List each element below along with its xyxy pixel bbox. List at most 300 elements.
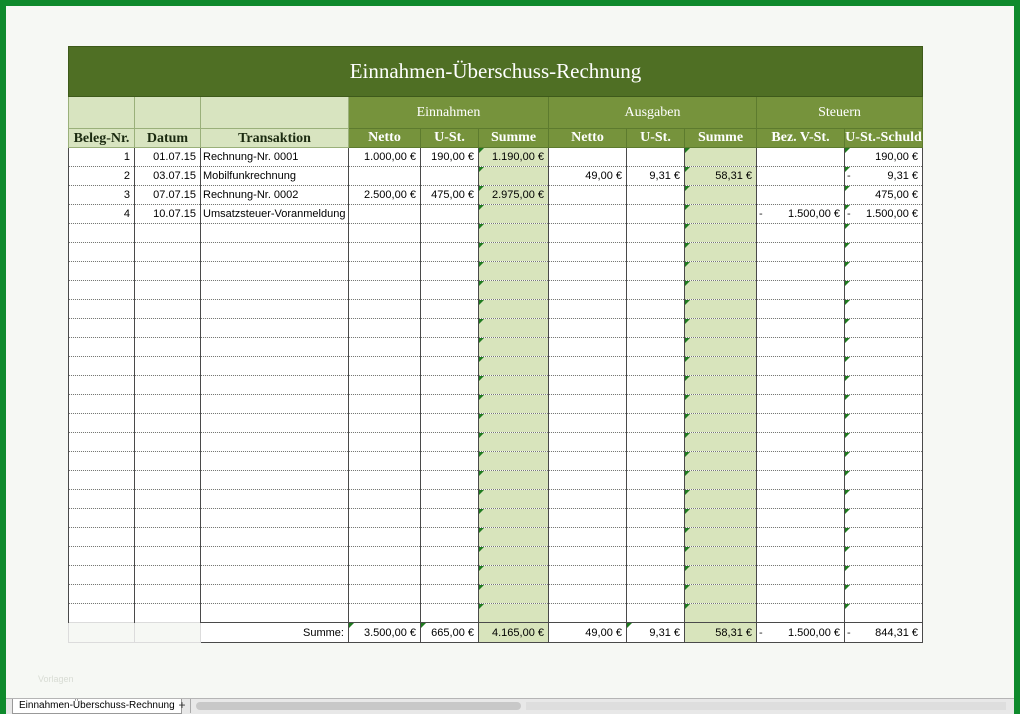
cell-e-summe[interactable] [479, 300, 549, 319]
cell-beleg[interactable] [69, 338, 135, 357]
cell-a-netto[interactable] [549, 585, 627, 604]
cell-datum[interactable] [135, 281, 201, 300]
cell-e-netto[interactable] [349, 262, 421, 281]
cell-a-ust[interactable] [627, 528, 685, 547]
cell-e-ust[interactable]: 475,00 € [421, 186, 479, 205]
cell-transaktion[interactable] [201, 585, 349, 604]
cell-a-netto[interactable] [549, 338, 627, 357]
cell-datum[interactable] [135, 585, 201, 604]
cell-ust-schuld[interactable] [845, 205, 923, 224]
cell-bez-vst[interactable] [757, 224, 845, 243]
cell-beleg[interactable] [69, 471, 135, 490]
cell-bez-vst[interactable] [757, 471, 845, 490]
cell-e-summe[interactable] [479, 357, 549, 376]
cell-e-summe[interactable] [479, 243, 549, 262]
cell-a-netto[interactable] [549, 528, 627, 547]
cell-a-ust[interactable] [627, 319, 685, 338]
cell-a-summe[interactable] [685, 414, 757, 433]
cell-e-netto[interactable] [349, 414, 421, 433]
cell-ust-schuld[interactable] [845, 395, 923, 414]
cell-e-netto[interactable] [349, 471, 421, 490]
cell-transaktion[interactable]: Mobilfunkrechnung [201, 167, 349, 186]
cell-bez-vst[interactable] [757, 281, 845, 300]
header-beleg-nr[interactable]: Beleg-Nr. [69, 129, 135, 148]
cell-a-netto[interactable] [549, 357, 627, 376]
cell-e-summe[interactable] [479, 452, 549, 471]
cell-ust-schuld[interactable] [845, 186, 923, 205]
cell-e-netto[interactable] [349, 224, 421, 243]
cell-a-ust[interactable] [627, 566, 685, 585]
cell-e-ust[interactable] [421, 452, 479, 471]
cell-transaktion[interactable] [201, 300, 349, 319]
cell-a-summe[interactable] [685, 262, 757, 281]
cell-a-ust[interactable] [627, 148, 685, 167]
cell-ust-schuld[interactable] [845, 357, 923, 376]
cell-datum[interactable] [135, 300, 201, 319]
cell-bez-vst[interactable] [757, 604, 845, 623]
cell-beleg[interactable] [69, 319, 135, 338]
total-bez-vst[interactable] [757, 623, 845, 643]
cell-a-netto[interactable] [549, 186, 627, 205]
cell-datum[interactable] [135, 243, 201, 262]
cell-beleg[interactable] [69, 490, 135, 509]
cell-a-summe[interactable] [685, 528, 757, 547]
cell-beleg[interactable] [69, 395, 135, 414]
cell-a-ust[interactable] [627, 281, 685, 300]
header-einnahmen-ust[interactable]: U-St. [421, 129, 479, 148]
cell-ust-schuld[interactable] [845, 566, 923, 585]
cell-a-netto[interactable] [549, 224, 627, 243]
header-datum[interactable]: Datum [135, 129, 201, 148]
cell-a-netto[interactable]: 49,00 € [549, 167, 627, 186]
cell-a-summe[interactable] [685, 338, 757, 357]
header-ausgaben-ust[interactable]: U-St. [627, 129, 685, 148]
cell-datum[interactable] [135, 509, 201, 528]
cell-e-netto[interactable] [349, 433, 421, 452]
cell-transaktion[interactable] [201, 452, 349, 471]
cell-e-ust[interactable] [421, 433, 479, 452]
cell-a-netto[interactable] [549, 319, 627, 338]
cell-datum[interactable] [135, 376, 201, 395]
cell-e-ust[interactable] [421, 376, 479, 395]
cell-a-summe[interactable] [685, 490, 757, 509]
cell-a-netto[interactable] [549, 604, 627, 623]
cell-transaktion[interactable] [201, 243, 349, 262]
cell-e-summe[interactable] [479, 433, 549, 452]
cell-ust-schuld[interactable] [845, 281, 923, 300]
cell-datum[interactable] [135, 224, 201, 243]
cell-ust-schuld[interactable] [845, 471, 923, 490]
cell-a-summe[interactable] [685, 452, 757, 471]
cell-a-summe[interactable] [685, 471, 757, 490]
cell-bez-vst[interactable] [757, 490, 845, 509]
cell-bez-vst[interactable] [757, 509, 845, 528]
cell-bez-vst[interactable] [757, 376, 845, 395]
cell-a-summe[interactable] [685, 395, 757, 414]
cell-a-netto[interactable] [549, 243, 627, 262]
cell-ust-schuld[interactable] [845, 167, 923, 186]
header-einnahmen-netto[interactable]: Netto [349, 129, 421, 148]
cell-e-ust[interactable] [421, 414, 479, 433]
cell-e-ust[interactable] [421, 300, 479, 319]
cell-transaktion[interactable] [201, 395, 349, 414]
cell-e-netto[interactable] [349, 566, 421, 585]
cell-e-ust[interactable] [421, 585, 479, 604]
cell-e-netto[interactable] [349, 585, 421, 604]
cell-e-summe[interactable] [479, 281, 549, 300]
cell-beleg[interactable] [69, 281, 135, 300]
cell-transaktion[interactable] [201, 509, 349, 528]
cell-a-ust[interactable] [627, 414, 685, 433]
cell-e-netto[interactable] [349, 528, 421, 547]
header-spacer-transaktion[interactable] [201, 97, 349, 129]
cell-e-netto[interactable] [349, 319, 421, 338]
sheet-tab-eur[interactable]: Einnahmen-Überschuss-Rechnung [12, 699, 182, 714]
cell-a-ust[interactable] [627, 585, 685, 604]
cell-ust-schuld[interactable] [845, 414, 923, 433]
cell-beleg[interactable] [69, 547, 135, 566]
cell-transaktion[interactable]: Rechnung-Nr. 0001 [201, 148, 349, 167]
cell-a-summe[interactable] [685, 319, 757, 338]
cell-ust-schuld[interactable] [845, 300, 923, 319]
cell-beleg[interactable] [69, 300, 135, 319]
cell-transaktion[interactable] [201, 224, 349, 243]
cell-e-ust[interactable] [421, 509, 479, 528]
cell-e-ust[interactable] [421, 205, 479, 224]
cell-e-ust[interactable] [421, 319, 479, 338]
cell-bez-vst[interactable] [757, 262, 845, 281]
cell-a-ust[interactable]: 9,31 € [627, 167, 685, 186]
header-ausgaben-netto[interactable]: Netto [549, 129, 627, 148]
cell-a-netto[interactable] [549, 471, 627, 490]
cell-beleg[interactable] [69, 433, 135, 452]
cell-e-ust[interactable]: 190,00 € [421, 148, 479, 167]
cell-e-netto[interactable] [349, 490, 421, 509]
cell-transaktion[interactable] [201, 490, 349, 509]
cell-a-ust[interactable] [627, 300, 685, 319]
cell-ust-schuld[interactable] [845, 224, 923, 243]
total-einnahmen-netto[interactable]: 3.500,00 € [349, 623, 421, 643]
group-einnahmen[interactable]: Einnahmen [349, 97, 549, 129]
cell-e-summe[interactable] [479, 604, 549, 623]
cell-bez-vst[interactable] [757, 319, 845, 338]
totals-label[interactable]: Summe: [201, 623, 349, 643]
add-sheet-button[interactable]: + [174, 699, 191, 713]
cell-datum[interactable] [135, 566, 201, 585]
cell-bez-vst[interactable] [757, 528, 845, 547]
cell-a-summe[interactable] [685, 205, 757, 224]
cell-e-ust[interactable] [421, 224, 479, 243]
cell-transaktion[interactable] [201, 471, 349, 490]
cell-beleg[interactable] [69, 566, 135, 585]
cell-e-netto[interactable] [349, 604, 421, 623]
cell-datum[interactable] [135, 528, 201, 547]
cell-ust-schuld[interactable] [845, 528, 923, 547]
cell-datum[interactable]: 03.07.15 [135, 167, 201, 186]
cell-datum[interactable] [135, 452, 201, 471]
cell-e-summe[interactable] [479, 262, 549, 281]
cell-bez-vst[interactable] [757, 300, 845, 319]
cell-datum[interactable] [135, 262, 201, 281]
cell-beleg[interactable]: 1 [69, 148, 135, 167]
cell-transaktion[interactable]: Rechnung-Nr. 0002 [201, 186, 349, 205]
cell-datum[interactable]: 07.07.15 [135, 186, 201, 205]
cell-a-netto[interactable] [549, 281, 627, 300]
cell-datum[interactable] [135, 471, 201, 490]
total-ausgaben-netto[interactable]: 49,00 € [549, 623, 627, 643]
header-spacer-datum[interactable] [135, 97, 201, 129]
cell-e-netto[interactable] [349, 205, 421, 224]
cell-transaktion[interactable] [201, 281, 349, 300]
cell-beleg[interactable] [69, 414, 135, 433]
cell-a-ust[interactable] [627, 224, 685, 243]
cell-a-ust[interactable] [627, 490, 685, 509]
cell-beleg[interactable]: 4 [69, 205, 135, 224]
cell-a-ust[interactable] [627, 243, 685, 262]
cell-datum[interactable]: 01.07.15 [135, 148, 201, 167]
cell-e-summe[interactable] [479, 528, 549, 547]
cell-e-netto[interactable] [349, 167, 421, 186]
cell-transaktion[interactable] [201, 376, 349, 395]
cell-a-ust[interactable] [627, 509, 685, 528]
cell-a-netto[interactable] [549, 490, 627, 509]
cell-a-summe[interactable] [685, 547, 757, 566]
cell-bez-vst[interactable] [757, 148, 845, 167]
total-ausgaben-summe[interactable]: 58,31 € [685, 623, 757, 643]
cell-e-ust[interactable] [421, 281, 479, 300]
cell-bez-vst[interactable] [757, 452, 845, 471]
cell-e-summe[interactable] [479, 224, 549, 243]
cell-a-netto[interactable] [549, 547, 627, 566]
cell-e-ust[interactable] [421, 243, 479, 262]
cell-beleg[interactable] [69, 509, 135, 528]
cell-a-ust[interactable] [627, 395, 685, 414]
cell-transaktion[interactable] [201, 604, 349, 623]
cell-a-summe[interactable] [685, 224, 757, 243]
cell-ust-schuld[interactable] [845, 509, 923, 528]
cell-e-ust[interactable] [421, 338, 479, 357]
cell-bez-vst[interactable] [757, 243, 845, 262]
cell-e-summe[interactable] [479, 205, 549, 224]
cell-e-netto[interactable] [349, 509, 421, 528]
cell-a-netto[interactable] [549, 300, 627, 319]
cell-e-netto[interactable] [349, 395, 421, 414]
cell-datum[interactable] [135, 433, 201, 452]
group-ausgaben[interactable]: Ausgaben [549, 97, 757, 129]
cell-a-ust[interactable] [627, 262, 685, 281]
cell-a-summe[interactable] [685, 376, 757, 395]
cell-ust-schuld[interactable] [845, 547, 923, 566]
cell-e-netto[interactable] [349, 300, 421, 319]
cell-transaktion[interactable] [201, 414, 349, 433]
cell-transaktion[interactable] [201, 433, 349, 452]
horizontal-scrollbar-thumb[interactable] [196, 702, 521, 710]
header-einnahmen-summe[interactable]: Summe [479, 129, 549, 148]
cell-a-summe[interactable] [685, 509, 757, 528]
cell-e-ust[interactable] [421, 357, 479, 376]
cell-bez-vst[interactable] [757, 433, 845, 452]
cell-e-ust[interactable] [421, 490, 479, 509]
cell-a-summe[interactable]: 58,31 € [685, 167, 757, 186]
cell-e-summe[interactable] [479, 566, 549, 585]
cell-e-summe[interactable] [479, 376, 549, 395]
cell-bez-vst[interactable] [757, 547, 845, 566]
cell-e-netto[interactable] [349, 338, 421, 357]
cell-bez-vst[interactable] [757, 167, 845, 186]
cell-transaktion[interactable] [201, 262, 349, 281]
cell-bez-vst[interactable] [757, 338, 845, 357]
cell-a-netto[interactable] [549, 205, 627, 224]
cell-datum[interactable] [135, 604, 201, 623]
cell-e-summe[interactable] [479, 395, 549, 414]
cell-ust-schuld[interactable] [845, 243, 923, 262]
cell-transaktion[interactable] [201, 338, 349, 357]
cell-datum[interactable] [135, 338, 201, 357]
cell-a-ust[interactable] [627, 338, 685, 357]
cell-ust-schuld[interactable] [845, 604, 923, 623]
sheet-title[interactable]: Einnahmen-Überschuss-Rechnung [69, 47, 923, 97]
cell-e-ust[interactable] [421, 547, 479, 566]
cell-a-netto[interactable] [549, 566, 627, 585]
cell-e-summe[interactable] [479, 338, 549, 357]
cell-e-netto[interactable] [349, 452, 421, 471]
header-ust-schuld[interactable]: U-St.-Schuld [845, 129, 923, 148]
cell-ust-schuld[interactable] [845, 262, 923, 281]
cell-a-ust[interactable] [627, 433, 685, 452]
cell-bez-vst[interactable] [757, 357, 845, 376]
header-bez-vst[interactable]: Bez. V-St. [757, 129, 845, 148]
cell-transaktion[interactable] [201, 528, 349, 547]
cell-a-netto[interactable] [549, 376, 627, 395]
cell-bez-vst[interactable] [757, 585, 845, 604]
cell-bez-vst[interactable] [757, 395, 845, 414]
cell-a-netto[interactable] [549, 452, 627, 471]
total-einnahmen-ust[interactable]: 665,00 € [421, 623, 479, 643]
cell-beleg[interactable] [69, 262, 135, 281]
cell-transaktion[interactable] [201, 319, 349, 338]
cell-a-ust[interactable] [627, 186, 685, 205]
cell-e-ust[interactable] [421, 528, 479, 547]
cell-a-netto[interactable] [549, 148, 627, 167]
cell-ust-schuld[interactable] [845, 452, 923, 471]
cell-a-summe[interactable] [685, 281, 757, 300]
cell-a-summe[interactable] [685, 357, 757, 376]
cell-a-netto[interactable] [549, 262, 627, 281]
cell-a-ust[interactable] [627, 376, 685, 395]
cell-bez-vst[interactable] [757, 186, 845, 205]
cell-e-summe[interactable]: 2.975,00 € [479, 186, 549, 205]
cell-a-summe[interactable] [685, 186, 757, 205]
cell-e-netto[interactable] [349, 281, 421, 300]
cell-ust-schuld[interactable] [845, 319, 923, 338]
cell-e-ust[interactable] [421, 167, 479, 186]
cell-beleg[interactable]: 3 [69, 186, 135, 205]
cell-beleg[interactable] [69, 604, 135, 623]
cell-a-summe[interactable] [685, 433, 757, 452]
cell-e-netto[interactable] [349, 357, 421, 376]
cell-ust-schuld[interactable] [845, 338, 923, 357]
cell-a-ust[interactable] [627, 357, 685, 376]
cell-e-netto[interactable] [349, 547, 421, 566]
header-ausgaben-summe[interactable]: Summe [685, 129, 757, 148]
cell-a-summe[interactable] [685, 300, 757, 319]
cell-e-summe[interactable] [479, 167, 549, 186]
cell-a-ust[interactable] [627, 604, 685, 623]
cell-a-summe[interactable] [685, 566, 757, 585]
cell-a-netto[interactable] [549, 509, 627, 528]
cell-datum[interactable] [135, 395, 201, 414]
cell-e-summe[interactable]: 1.190,00 € [479, 148, 549, 167]
cell-beleg[interactable]: 2 [69, 167, 135, 186]
cell-e-ust[interactable] [421, 566, 479, 585]
cell-bez-vst[interactable] [757, 414, 845, 433]
cell-datum[interactable]: 10.07.15 [135, 205, 201, 224]
cell-datum[interactable] [135, 319, 201, 338]
cell-a-ust[interactable] [627, 205, 685, 224]
total-ust-schuld[interactable] [845, 623, 923, 643]
cell-e-netto[interactable] [349, 376, 421, 395]
cell-bez-vst[interactable] [757, 205, 845, 224]
cell-e-ust[interactable] [421, 471, 479, 490]
cell-e-netto[interactable]: 2.500,00 € [349, 186, 421, 205]
cell-e-netto[interactable]: 1.000,00 € [349, 148, 421, 167]
cell-e-summe[interactable] [479, 509, 549, 528]
cell-beleg[interactable] [69, 376, 135, 395]
cell-datum[interactable] [135, 357, 201, 376]
cell-transaktion[interactable] [201, 357, 349, 376]
cell-a-ust[interactable] [627, 547, 685, 566]
cell-beleg[interactable] [69, 528, 135, 547]
cell-ust-schuld[interactable] [845, 490, 923, 509]
cell-a-netto[interactable] [549, 433, 627, 452]
cell-transaktion[interactable] [201, 566, 349, 585]
cell-ust-schuld[interactable] [845, 376, 923, 395]
totals-empty-beleg[interactable] [69, 623, 135, 643]
cell-ust-schuld[interactable] [845, 585, 923, 604]
cell-transaktion[interactable] [201, 547, 349, 566]
cell-beleg[interactable] [69, 243, 135, 262]
cell-e-summe[interactable] [479, 547, 549, 566]
cell-e-ust[interactable] [421, 604, 479, 623]
cell-e-summe[interactable] [479, 490, 549, 509]
cell-e-summe[interactable] [479, 471, 549, 490]
cell-e-netto[interactable] [349, 243, 421, 262]
cell-datum[interactable] [135, 414, 201, 433]
cell-transaktion[interactable]: Umsatzsteuer-Voranmeldung [201, 205, 349, 224]
header-spacer-beleg[interactable] [69, 97, 135, 129]
cell-e-ust[interactable] [421, 262, 479, 281]
horizontal-scrollbar-track[interactable] [526, 702, 1006, 710]
cell-ust-schuld[interactable] [845, 148, 923, 167]
cell-a-summe[interactable] [685, 604, 757, 623]
cell-datum[interactable] [135, 490, 201, 509]
cell-a-summe[interactable] [685, 148, 757, 167]
total-ausgaben-ust[interactable]: 9,31 € [627, 623, 685, 643]
cell-a-netto[interactable] [549, 414, 627, 433]
cell-ust-schuld[interactable] [845, 433, 923, 452]
cell-e-summe[interactable] [479, 414, 549, 433]
cell-datum[interactable] [135, 547, 201, 566]
cell-e-summe[interactable] [479, 585, 549, 604]
cell-a-ust[interactable] [627, 452, 685, 471]
cell-beleg[interactable] [69, 452, 135, 471]
group-steuern[interactable]: Steuern [757, 97, 923, 129]
total-einnahmen-summe[interactable]: 4.165,00 € [479, 623, 549, 643]
cell-e-summe[interactable] [479, 319, 549, 338]
cell-a-summe[interactable] [685, 243, 757, 262]
totals-empty-datum[interactable] [135, 623, 201, 643]
cell-e-ust[interactable] [421, 395, 479, 414]
